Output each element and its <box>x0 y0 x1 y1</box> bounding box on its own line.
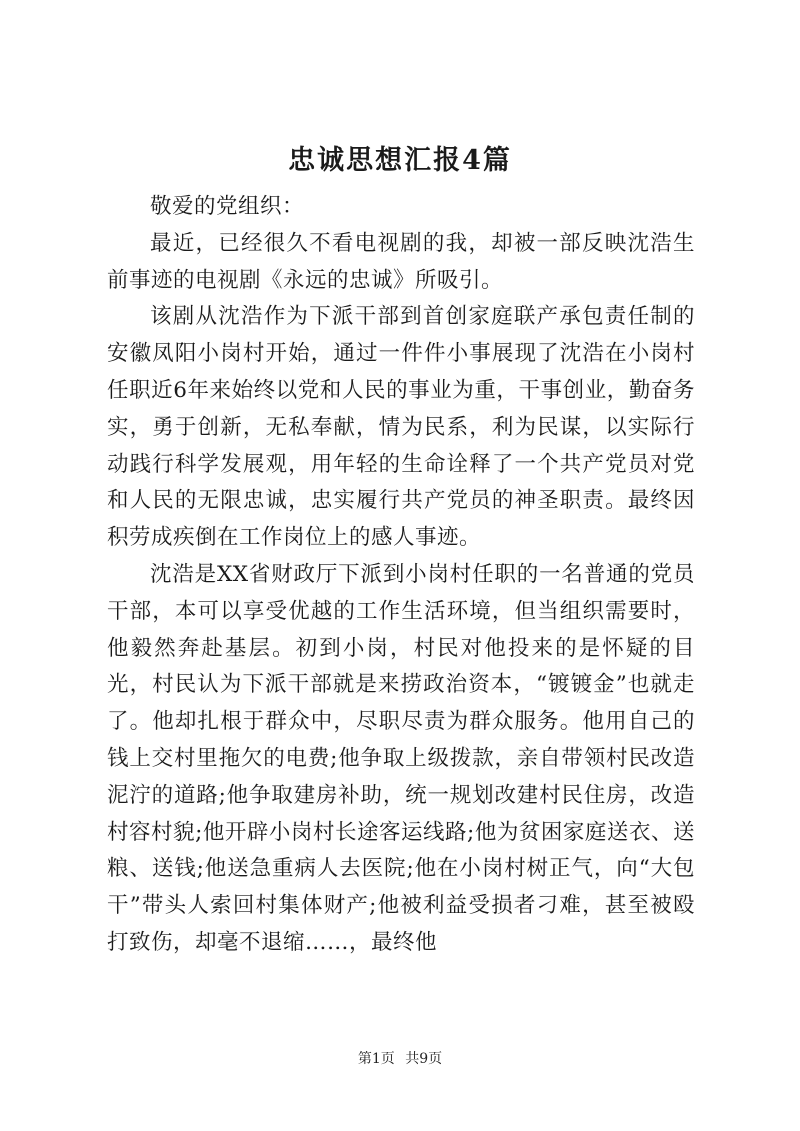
document-body <box>107 189 695 962</box>
page-footer <box>0 1048 800 1068</box>
page-number: 第1页 <box>357 1051 395 1067</box>
paragraph: 沈浩是XX省财政厅下派到小岗村任职的一名普通的党员干部，本可以享受优越的工作生活环境，但当组织需要时，他毅然奔赴基层。初到小岗，村民对他投来的是怀疑的目光，村民认为下派干部就是来捞政治资本，“镀镀金”也就走了。他却扎根于群众中，尽职尽责为群众服务。他用自己的钱上交村里拖欠的电费;他争取上级拨款，亲自带领村民改造泥泞的道路;他争取建房补助，统一规划改建村民住房，改造村容村貌;他开辟小岗村长途客运线路;他为贫困家庭送衣、送粮、送钱;他送急重病人去医院;他在小岗村树正气，向“大包干”带头人索回村集体财产;他被利益受损者刁难，甚至被殴打致伤，却毫不退缩……，最终他 <box>107 561 695 955</box>
document-title: 忠诚思想汇报4篇 <box>288 145 512 176</box>
page-total: 共9页 <box>405 1051 443 1067</box>
paragraph: 最近，已经很久不看电视剧的我，却被一部反映沈浩生前事迹的电视剧《永远的忠诚》所吸引。 <box>107 230 695 293</box>
paragraph: 该剧从沈浩作为下派干部到首创家庭联产承包责任制的安徽凤阳小岗村开始，通过一件件小事展现了沈浩在小岗村任职近6年来始终以党和人民的事业为重，干事创业，勤奋务实，勇于创新，无私奉献，情为民系，利为民谋，以实际行动践行科学发展观，用年轻的生命诠释了一个共产党员对党和人民的无限忠诚，忠实履行共产党员的神圣职责。最终因积劳成疾倒在工作岗位上的感人事迹。 <box>107 304 695 551</box>
salutation: 敬爱的党组织： <box>150 194 305 219</box>
